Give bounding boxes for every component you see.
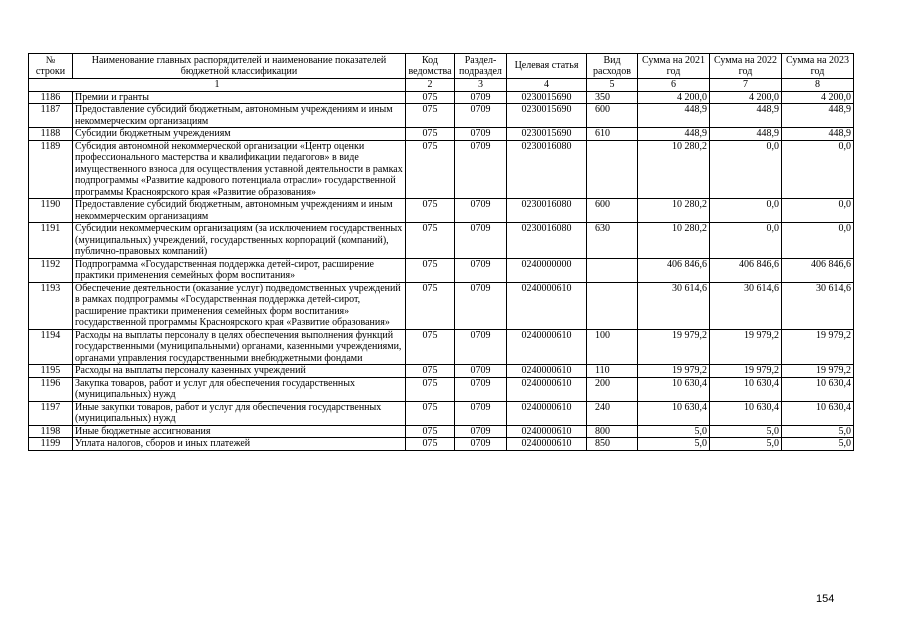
amount-2023-cell: 406 846,6 bbox=[782, 258, 854, 282]
expense-type-cell: 600 bbox=[587, 199, 638, 223]
column-number: 7 bbox=[710, 79, 782, 92]
target-article-cell: 0240000610 bbox=[507, 425, 587, 438]
expense-type-cell: 240 bbox=[587, 401, 638, 425]
amount-2023-cell: 4 200,0 bbox=[782, 91, 854, 104]
amount-2022-cell: 5,0 bbox=[710, 425, 782, 438]
department-code-cell: 075 bbox=[406, 140, 455, 199]
amount-2023-cell: 10 630,4 bbox=[782, 401, 854, 425]
expense-type-cell: 630 bbox=[587, 223, 638, 259]
amount-2022-cell: 19 979,2 bbox=[710, 329, 782, 365]
department-code-cell: 075 bbox=[406, 91, 455, 104]
expense-type-cell bbox=[587, 282, 638, 329]
row-name-cell: Предоставление субсидий бюджетным, автономным учреждениям и иным некоммерческим организациям bbox=[73, 104, 406, 128]
row-name-cell: Расходы на выплаты персоналу в целях обеспечения выполнения функций государственными (муниципальными) органами, казенными учреждениями, органами управления государственными внебюджетными фондами bbox=[73, 329, 406, 365]
expense-type-cell: 850 bbox=[587, 438, 638, 451]
row-number-cell: 1194 bbox=[29, 329, 73, 365]
department-code-cell: 075 bbox=[406, 199, 455, 223]
section-code-cell: 0709 bbox=[455, 282, 507, 329]
expense-type-cell: 200 bbox=[587, 377, 638, 401]
row-number-cell: 1196 bbox=[29, 377, 73, 401]
amount-2023-cell: 5,0 bbox=[782, 425, 854, 438]
row-name-cell: Субсидии некоммерческим организациям (за исключением государственных (муниципальных) учреждений, государственных корпораций (компаний), публично-правовых компаний) bbox=[73, 223, 406, 259]
amount-2021-cell: 10 280,2 bbox=[638, 140, 710, 199]
target-article-cell: 0240000000 bbox=[507, 258, 587, 282]
row-name-cell: Иные закупки товаров, работ и услуг для обеспечения государственных (муниципальных) нужд bbox=[73, 401, 406, 425]
department-code-cell: 075 bbox=[406, 223, 455, 259]
amount-2021-cell: 19 979,2 bbox=[638, 329, 710, 365]
table-row bbox=[29, 329, 854, 365]
row-name-cell: Премии и гранты bbox=[73, 91, 406, 104]
column-number: 1 bbox=[29, 79, 406, 92]
amount-2021-cell: 406 846,6 bbox=[638, 258, 710, 282]
row-number-cell: 1192 bbox=[29, 258, 73, 282]
amount-2023-cell: 30 614,6 bbox=[782, 282, 854, 329]
budget-table bbox=[28, 53, 854, 451]
column-number: 8 bbox=[782, 79, 854, 92]
row-number-cell: 1189 bbox=[29, 140, 73, 199]
target-article-cell: 0230015690 bbox=[507, 128, 587, 141]
table-row bbox=[29, 282, 854, 329]
target-article-cell: 0240000610 bbox=[507, 377, 587, 401]
amount-2022-cell: 30 614,6 bbox=[710, 282, 782, 329]
expense-type-cell: 350 bbox=[587, 91, 638, 104]
department-code-cell: 075 bbox=[406, 329, 455, 365]
target-article-cell: 0230016080 bbox=[507, 199, 587, 223]
header-cell: Сумма на 2021 год bbox=[638, 54, 710, 79]
table-row bbox=[29, 425, 854, 438]
amount-2022-cell: 406 846,6 bbox=[710, 258, 782, 282]
header-row bbox=[29, 54, 854, 79]
target-article-cell: 0230015690 bbox=[507, 91, 587, 104]
section-code-cell: 0709 bbox=[455, 365, 507, 378]
table-row bbox=[29, 365, 854, 378]
amount-2023-cell: 19 979,2 bbox=[782, 329, 854, 365]
row-number-cell: 1197 bbox=[29, 401, 73, 425]
column-number: 4 bbox=[507, 79, 587, 92]
row-number-cell: 1188 bbox=[29, 128, 73, 141]
expense-type-cell: 800 bbox=[587, 425, 638, 438]
column-number: 2 bbox=[406, 79, 455, 92]
header-cell: Код ведомства bbox=[406, 54, 455, 79]
table-row bbox=[29, 104, 854, 128]
amount-2022-cell: 0,0 bbox=[710, 199, 782, 223]
column-number: 6 bbox=[638, 79, 710, 92]
amount-2021-cell: 5,0 bbox=[638, 438, 710, 451]
table-row bbox=[29, 199, 854, 223]
section-code-cell: 0709 bbox=[455, 377, 507, 401]
amount-2021-cell: 10 630,4 bbox=[638, 377, 710, 401]
row-number-cell: 1193 bbox=[29, 282, 73, 329]
row-name-cell: Закупка товаров, работ и услуг для обеспечения государственных (муниципальных) нужд bbox=[73, 377, 406, 401]
section-code-cell: 0709 bbox=[455, 401, 507, 425]
table-row bbox=[29, 223, 854, 259]
expense-type-cell: 610 bbox=[587, 128, 638, 141]
row-name-cell: Подпрограмма «Государственная поддержка детей-сирот, расширение практики применения семейных форм воспитания» bbox=[73, 258, 406, 282]
section-code-cell: 0709 bbox=[455, 329, 507, 365]
target-article-cell: 0240000610 bbox=[507, 401, 587, 425]
amount-2023-cell: 0,0 bbox=[782, 199, 854, 223]
amount-2023-cell: 5,0 bbox=[782, 438, 854, 451]
section-code-cell: 0709 bbox=[455, 223, 507, 259]
expense-type-cell: 110 bbox=[587, 365, 638, 378]
row-name-cell: Субсидия автономной некоммерческой организации «Центр оценки профессионального мастерства и квалификации педагогов» в виде имущественного взноса для осуществления уставной деятельности в рамках подпрограммы «Развитие кадрового потенциала отрасли» государственной программы Красноярского края «Развитие образования» bbox=[73, 140, 406, 199]
section-code-cell: 0709 bbox=[455, 140, 507, 199]
amount-2022-cell: 0,0 bbox=[710, 140, 782, 199]
target-article-cell: 0230016080 bbox=[507, 223, 587, 259]
target-article-cell: 0230016080 bbox=[507, 140, 587, 199]
amount-2023-cell: 448,9 bbox=[782, 104, 854, 128]
section-code-cell: 0709 bbox=[455, 425, 507, 438]
row-name-cell: Расходы на выплаты персоналу казенных учреждений bbox=[73, 365, 406, 378]
amount-2021-cell: 10 280,2 bbox=[638, 223, 710, 259]
target-article-cell: 0230015690 bbox=[507, 104, 587, 128]
row-number-cell: 1198 bbox=[29, 425, 73, 438]
department-code-cell: 075 bbox=[406, 377, 455, 401]
amount-2023-cell: 10 630,4 bbox=[782, 377, 854, 401]
section-code-cell: 0709 bbox=[455, 91, 507, 104]
amount-2022-cell: 448,9 bbox=[710, 128, 782, 141]
expense-type-cell: 100 bbox=[587, 329, 638, 365]
department-code-cell: 075 bbox=[406, 104, 455, 128]
amount-2023-cell: 19 979,2 bbox=[782, 365, 854, 378]
target-article-cell: 0240000610 bbox=[507, 438, 587, 451]
section-code-cell: 0709 bbox=[455, 128, 507, 141]
row-number-cell: 1187 bbox=[29, 104, 73, 128]
department-code-cell: 075 bbox=[406, 258, 455, 282]
row-name-cell: Обеспечение деятельности (оказание услуг) подведомственных учреждений в рамках подпрограммы «Государственная поддержка детей-сирот, расширение практики применения семейных форм воспитания» государственной программы Красноярского края «Развитие образования» bbox=[73, 282, 406, 329]
amount-2022-cell: 10 630,4 bbox=[710, 377, 782, 401]
department-code-cell: 075 bbox=[406, 438, 455, 451]
table-body bbox=[29, 91, 854, 450]
expense-type-cell bbox=[587, 140, 638, 199]
table-row bbox=[29, 401, 854, 425]
section-code-cell: 0709 bbox=[455, 199, 507, 223]
amount-2021-cell: 10 630,4 bbox=[638, 401, 710, 425]
row-name-cell: Иные бюджетные ассигнования bbox=[73, 425, 406, 438]
target-article-cell: 0240000610 bbox=[507, 365, 587, 378]
section-code-cell: 0709 bbox=[455, 104, 507, 128]
row-name-cell: Предоставление субсидий бюджетным, автономным учреждениям и иным некоммерческим организациям bbox=[73, 199, 406, 223]
amount-2022-cell: 5,0 bbox=[710, 438, 782, 451]
row-name-cell: Субсидии бюджетным учреждениям bbox=[73, 128, 406, 141]
header-cell: Сумма на 2023 год bbox=[782, 54, 854, 79]
amount-2022-cell: 448,9 bbox=[710, 104, 782, 128]
department-code-cell: 075 bbox=[406, 425, 455, 438]
header-cell: № строки bbox=[29, 54, 73, 79]
section-code-cell: 0709 bbox=[455, 438, 507, 451]
table-row bbox=[29, 91, 854, 104]
target-article-cell: 0240000610 bbox=[507, 329, 587, 365]
table-row bbox=[29, 258, 854, 282]
row-number-cell: 1199 bbox=[29, 438, 73, 451]
amount-2023-cell: 0,0 bbox=[782, 140, 854, 199]
amount-2022-cell: 10 630,4 bbox=[710, 401, 782, 425]
amount-2023-cell: 448,9 bbox=[782, 128, 854, 141]
expense-type-cell bbox=[587, 258, 638, 282]
amount-2022-cell: 19 979,2 bbox=[710, 365, 782, 378]
table-row bbox=[29, 438, 854, 451]
header-cell: Целевая статья bbox=[507, 54, 587, 79]
header-cell: Сумма на 2022 год bbox=[710, 54, 782, 79]
amount-2021-cell: 448,9 bbox=[638, 104, 710, 128]
department-code-cell: 075 bbox=[406, 282, 455, 329]
amount-2021-cell: 448,9 bbox=[638, 128, 710, 141]
amount-2021-cell: 5,0 bbox=[638, 425, 710, 438]
amount-2023-cell: 0,0 bbox=[782, 223, 854, 259]
target-article-cell: 0240000610 bbox=[507, 282, 587, 329]
expense-type-cell: 600 bbox=[587, 104, 638, 128]
row-number-cell: 1195 bbox=[29, 365, 73, 378]
amount-2021-cell: 10 280,2 bbox=[638, 199, 710, 223]
column-number: 5 bbox=[587, 79, 638, 92]
amount-2021-cell: 4 200,0 bbox=[638, 91, 710, 104]
row-number-cell: 1191 bbox=[29, 223, 73, 259]
header-cell: Раздел-подраздел bbox=[455, 54, 507, 79]
header-cell: Наименование главных распорядителей и наименование показателей бюджетной классификации bbox=[73, 54, 406, 79]
amount-2021-cell: 19 979,2 bbox=[638, 365, 710, 378]
amount-2021-cell: 30 614,6 bbox=[638, 282, 710, 329]
header-cell: Вид расходов bbox=[587, 54, 638, 79]
table-row bbox=[29, 128, 854, 141]
table-row bbox=[29, 140, 854, 199]
table-row bbox=[29, 377, 854, 401]
amount-2022-cell: 4 200,0 bbox=[710, 91, 782, 104]
row-name-cell: Уплата налогов, сборов и иных платежей bbox=[73, 438, 406, 451]
row-number-cell: 1186 bbox=[29, 91, 73, 104]
column-number: 3 bbox=[455, 79, 507, 92]
amount-2022-cell: 0,0 bbox=[710, 223, 782, 259]
page-number: 154 bbox=[816, 593, 835, 605]
row-number-cell: 1190 bbox=[29, 199, 73, 223]
department-code-cell: 075 bbox=[406, 128, 455, 141]
column-number-row bbox=[29, 79, 854, 92]
section-code-cell: 0709 bbox=[455, 258, 507, 282]
department-code-cell: 075 bbox=[406, 365, 455, 378]
department-code-cell: 075 bbox=[406, 401, 455, 425]
